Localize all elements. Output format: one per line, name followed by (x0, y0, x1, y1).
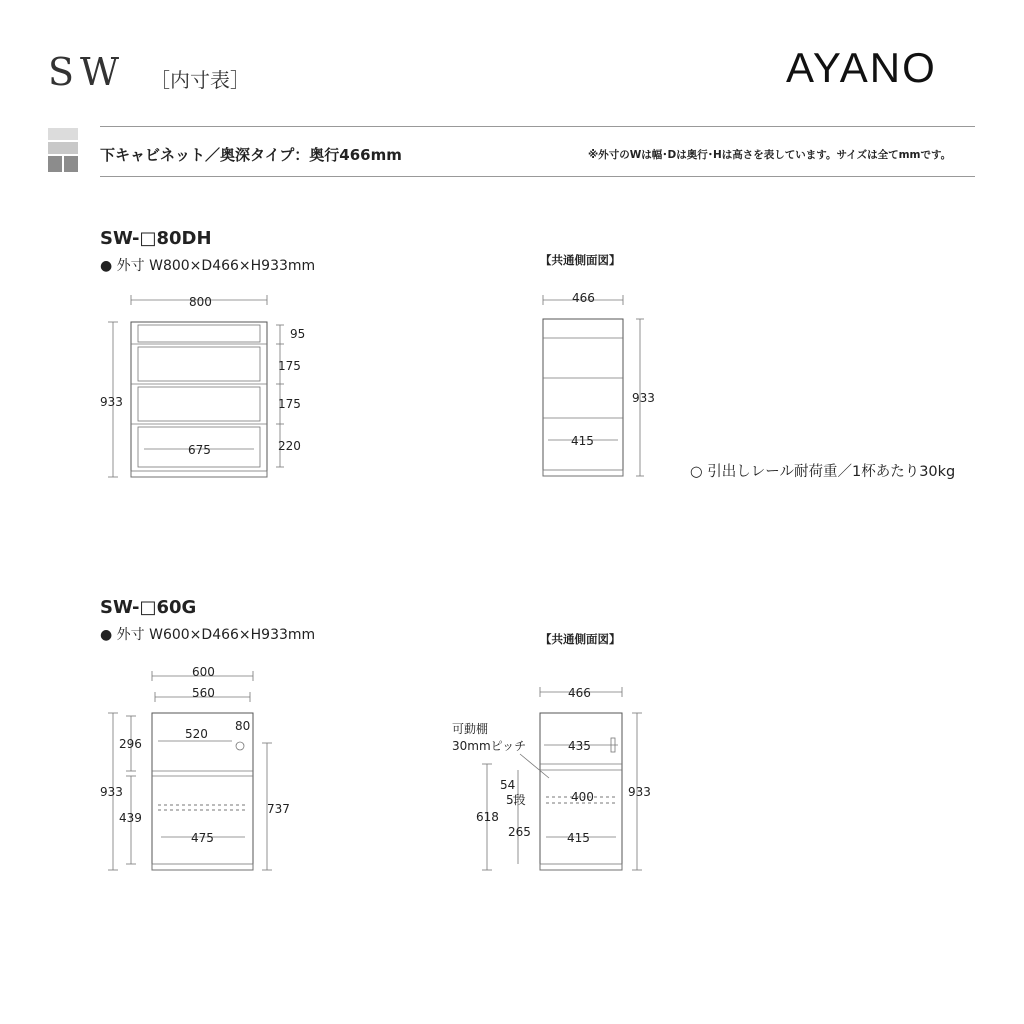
side-inner-depth-label-1: 415 (571, 434, 594, 448)
side-view-label-1: 【共通側面図】 (540, 253, 621, 267)
drawer-4-height: 220 (278, 439, 301, 453)
drawer-2-height: 175 (278, 359, 301, 373)
side-lower-inner-depth-label-2: 415 (567, 831, 590, 845)
drawer-3-height: 175 (278, 397, 301, 411)
front-height-label-2: 933 (100, 785, 123, 799)
side-depth-label-2: 466 (568, 686, 591, 700)
side-view-1 (543, 295, 644, 476)
shelf-range-label: 618 (476, 810, 499, 824)
outer-dims-1: ● 外寸 W800×D466×H933mm (100, 258, 316, 274)
brand-logo: AYANO (786, 44, 937, 91)
lower-height-label-2: 439 (119, 811, 142, 825)
pitch-label: 30mmピッチ (452, 739, 527, 753)
upper-height-label-2: 296 (119, 737, 142, 751)
side-height-label-2: 933 (628, 785, 651, 799)
rail-load-note: ○ 引出しレール耐荷重／1杯あたり30kg (690, 464, 956, 480)
front-width-label-2: 600 (192, 665, 215, 679)
section-title: 下キャビネット／奥深タイプ：奥行466mm (100, 146, 402, 164)
shelf-label: 可動棚 (452, 722, 489, 736)
side-depth-label-1: 466 (572, 291, 595, 305)
model-name-1: SW-□80DH (100, 228, 212, 249)
shelf-depth-label: 400 (571, 790, 594, 804)
panel-width-label-2: 80 (235, 719, 251, 733)
shelf-top-label: 54 (500, 778, 516, 792)
front-width-label-1: 800 (189, 295, 212, 309)
model-name-2: SW-□60G (100, 597, 197, 618)
shelf-steps-label: 5段 (506, 793, 526, 807)
inner-width-label-1: 675 (188, 443, 211, 457)
outer-dims-2: ● 外寸 W600×D466×H933mm (100, 627, 316, 643)
page-subtitle: ［内寸表］ (150, 68, 250, 92)
side-view-label-2: 【共通側面図】 (540, 632, 621, 646)
series-name: SW (48, 50, 126, 94)
side-upper-inner-depth-label-2: 435 (568, 739, 591, 753)
lower-inner-width-label-2: 475 (191, 831, 214, 845)
side-height-label-1: 933 (632, 391, 655, 405)
front-height-label-1: 933 (100, 395, 123, 409)
front-view-2 (108, 671, 272, 870)
units-note: ※外寸のWは幅･Dは奥行･Hは高さを表しています。サイズは全てmmです。 (588, 149, 952, 161)
shelf-bottom-label: 265 (508, 825, 531, 839)
opening-height-label-2: 737 (267, 802, 290, 816)
front-inner-width-label-2: 560 (192, 686, 215, 700)
drawer-1-height: 95 (290, 327, 306, 341)
upper-inner-width-label-2: 520 (185, 727, 208, 741)
